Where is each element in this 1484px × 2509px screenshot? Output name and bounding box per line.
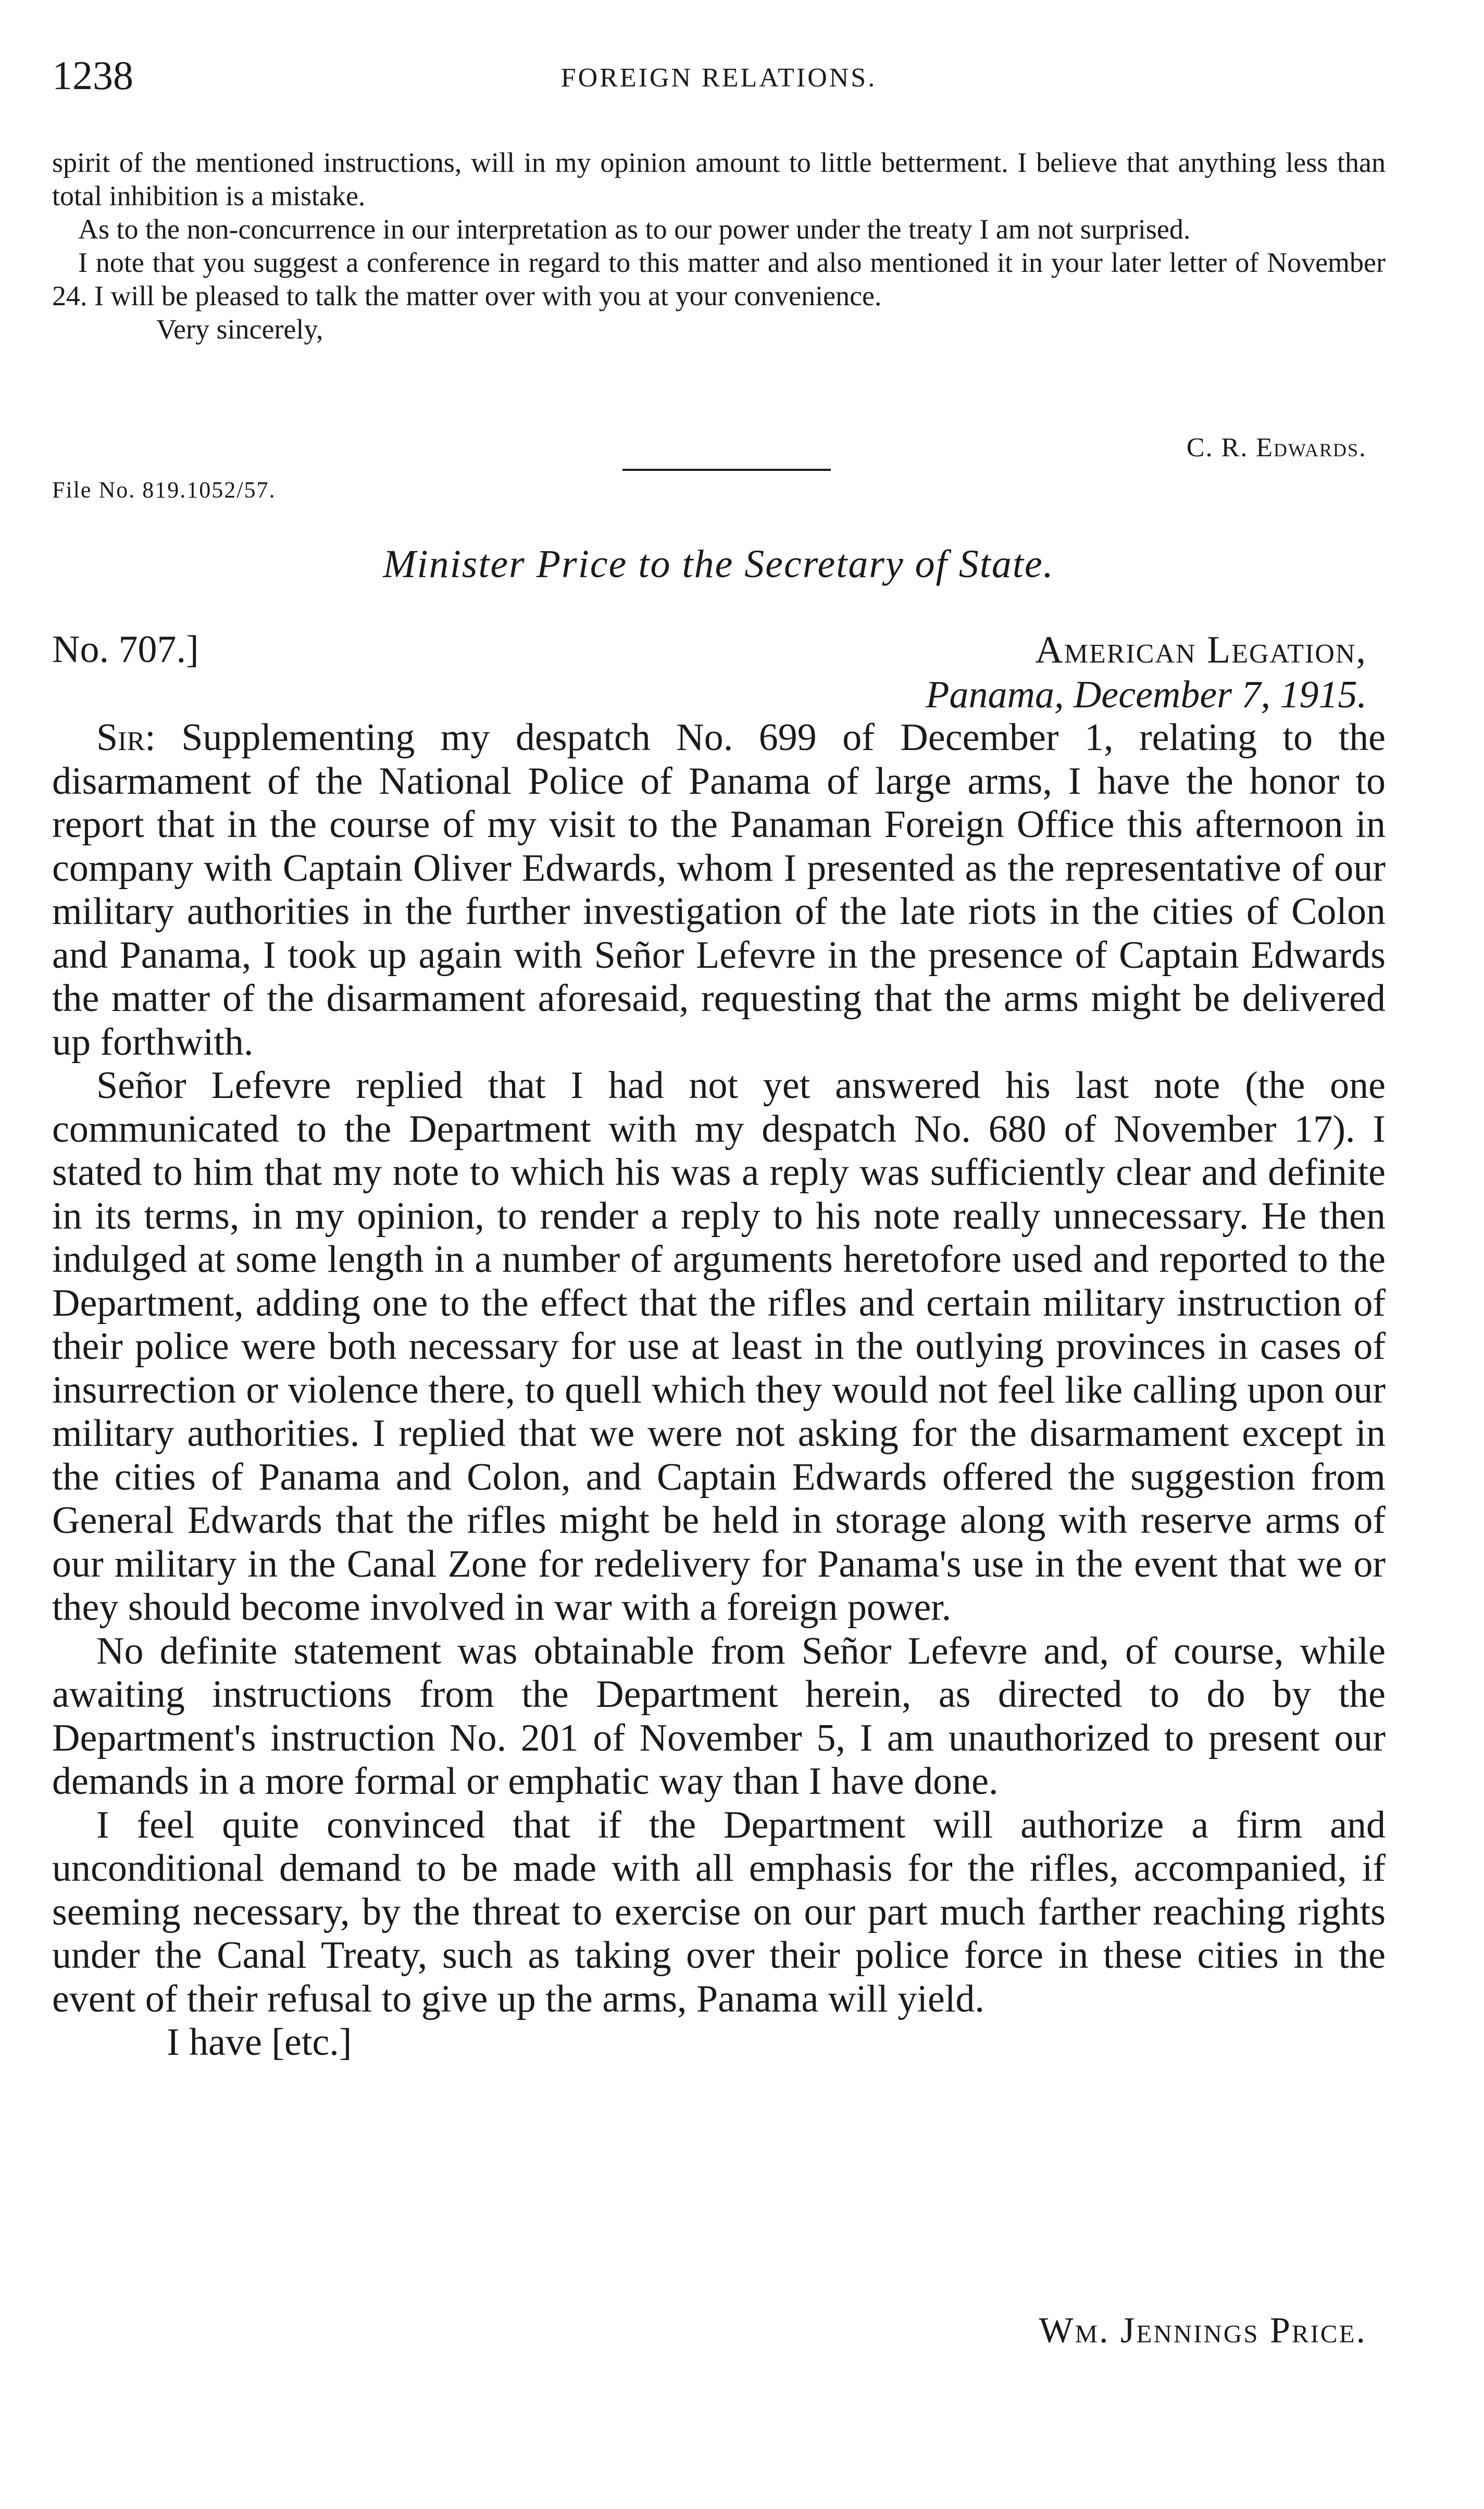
body-paragraph-text: Supplementing my despatch No. 699 of December 1, relating to the disarmament of the National Police of Panama of large arms, I have the honor to report that in the course of my visit to the Panaman Foreign Office this afternoon in company with Captain Oliver Edwards, whom I presented as the representative of our military authorities in the further investigation of the late riots in the cities of Colon and Panama, I took up again with Señor Lefevre in the presence of Captain Edwards the matter of the disarmament aforesaid, requesting that the arms might be delivered up forthwith. <box>52 716 1386 1064</box>
despatch-closing: I have [etc.] <box>167 2021 352 2064</box>
despatch-signature: Wm. Jennings Price. <box>1039 2311 1367 2351</box>
page-header <box>52 47 1386 104</box>
body-paragraph <box>52 716 1386 1064</box>
body-paragraph: No definite statement was obtainable from Señor Lefevre and, of course, while awaiting instructions from the Department herein, as directed to do by the Department's instruction No. 201 of November 5, I am unauthorized to present our demands in a more formal or emphatic way than I have done. <box>52 1629 1386 1803</box>
place-date: Panama, December 7, 1915. <box>926 673 1367 716</box>
legation-name: American Legation, <box>1035 629 1367 671</box>
despatch-number: No. 707.] <box>52 628 199 671</box>
legation-header <box>926 628 1367 717</box>
continuation-paragraph: spirit of the mentioned instructions, will in my opinion amount to little betterment. I believe that anything less than total inhibition is a mistake. <box>52 147 1386 211</box>
salutation: Sir: <box>96 716 156 759</box>
despatch-body <box>52 716 1386 2065</box>
body-paragraph: I feel quite convinced that if the Department will authorize a firm and unconditional demand to be made with all emphasis for the rifles, accompanied, if seeming necessary, by the threat to exercise on our part much farther reaching rights under the Canal Treaty, such as taking over their police force in these cities in the event of their refusal to give up the arms, Panama will yield. <box>52 1803 1386 2020</box>
page-number: 1238 <box>52 53 133 98</box>
letter-continuation <box>52 146 1386 346</box>
letter-signature: C. R. Edwards. <box>1186 433 1367 463</box>
section-divider <box>622 469 831 471</box>
running-head: FOREIGN RELATIONS. <box>560 63 877 93</box>
document-title: Minister Price to the Secretary of State. <box>383 542 1054 586</box>
letter-closing: Very sincerely, <box>156 314 323 345</box>
body-paragraph: Señor Lefevre replied that I had not yet answered his last note (the one communicated to the Department with my despatch No. 680 of November 17). I stated to him that my note to which his was a reply was sufficiently clear and definite in its terms, in my opinion, to render a reply to his note really unnecessary. He then indulged at some length in a number of arguments heretofore used and reported to the Department, adding one to the effect that the rifles and certain military instruction of their police were both necessary for use at least in the outlying provinces in cases of insurrection or violence there, to quell which they would not feel like calling upon our military authorities. I replied that we were not asking for the disarmament except in the cities of Panama and Colon, and Captain Edwards offered the suggestion from General Edwards that the rifles might be held in storage along with reserve arms of our military in the Canal Zone for redelivery for Panama's use in the event that we or they should become involved in war with a foreign power. <box>52 1064 1386 1629</box>
continuation-paragraph: As to the non-concurrence in our interpretation as to our power under the treaty I am not surprised. <box>78 214 1191 245</box>
continuation-paragraph: I note that you suggest a conference in regard to this matter and also mentioned it in your later letter of November 24. I will be pleased to talk the matter over with you at your convenience. <box>52 247 1386 311</box>
file-number: File No. 819.1052/57. <box>52 477 276 503</box>
